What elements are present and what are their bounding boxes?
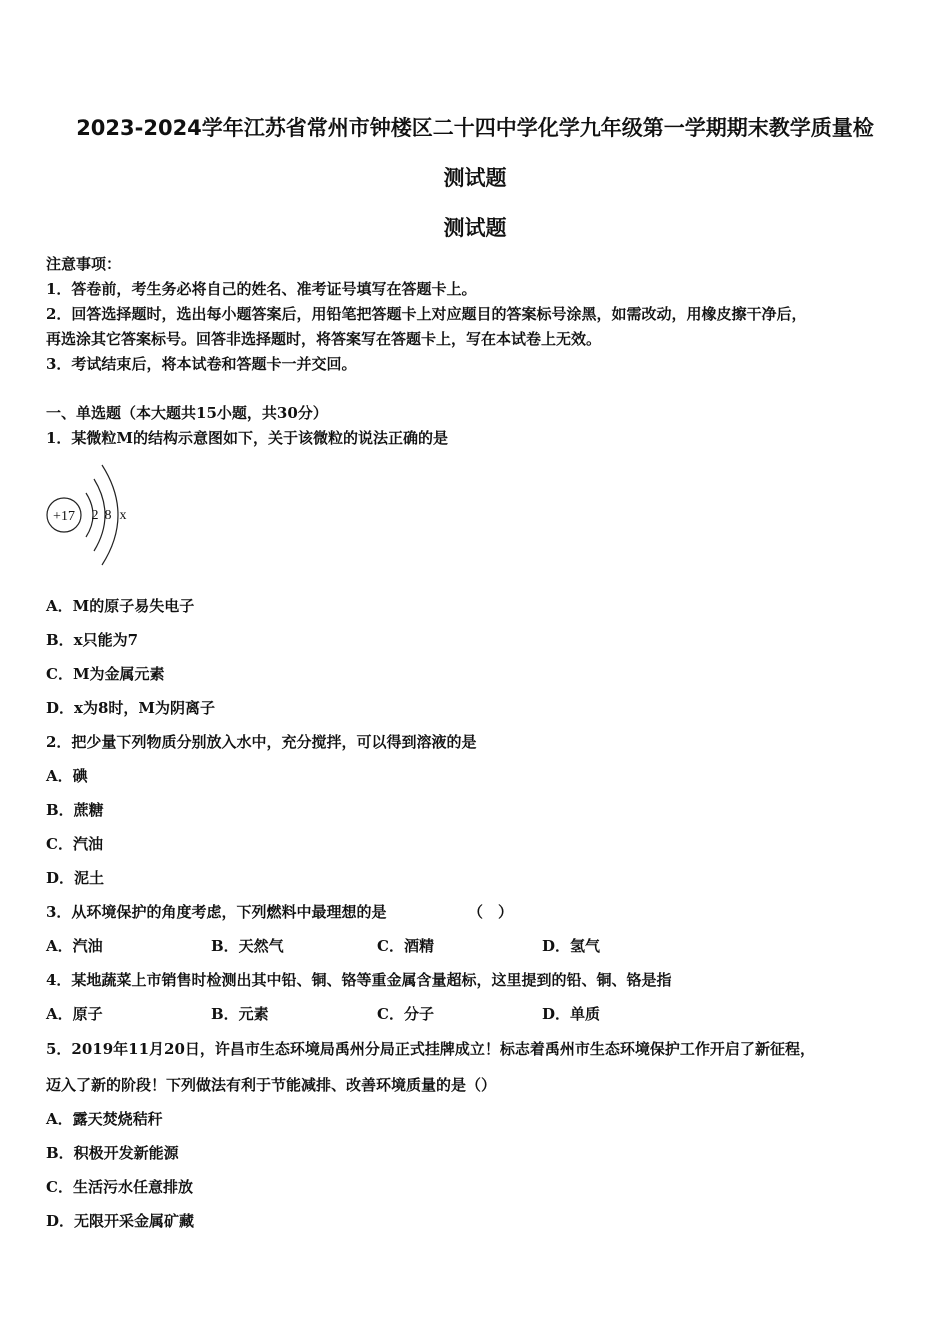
notice-item-1: 1．答卷前，考生务必将自己的姓名、准考证号填写在答题卡上。 xyxy=(46,280,477,298)
question-1-option-a: A．M的原子易失电子 xyxy=(46,597,195,615)
question-5-stem-line1: 5．2019年11月20日，许昌市生态环境局禹州分局正式挂牌成立！标志着禹州市生态环境保护工作开启了新征程， xyxy=(46,1040,815,1058)
question-4-option-a: A．原子 xyxy=(46,1005,103,1023)
question-2-option-b: B．蔗糖 xyxy=(46,801,104,819)
shell-electrons-1: 2 xyxy=(91,508,99,523)
shell-electrons-2: 8 xyxy=(104,508,112,523)
question-5-option-c: C．生活污水任意排放 xyxy=(46,1178,193,1196)
question-5-option-a: A．露天焚烧秸秆 xyxy=(46,1110,163,1128)
notice-item-3: 3．考试结束后，将本试卷和答题卡一并交回。 xyxy=(46,355,357,373)
question-3-option-d: D．氢气 xyxy=(542,937,601,955)
question-3-option-b: B．天然气 xyxy=(211,937,284,955)
question-5-option-d: D．无限开采金属矿藏 xyxy=(46,1212,195,1230)
shell-electrons-3: x xyxy=(119,508,127,523)
question-3-stem: 3．从环境保护的角度考虑，下列燃料中最理想的是 xyxy=(46,903,387,921)
question-2-option-d: D．泥土 xyxy=(46,869,105,887)
section-heading: 一、单选题（本大题共15小题，共30分） xyxy=(46,404,328,422)
notice-item-2-cont: 再选涂其它答案标号。回答非选择题时，将答案写在答题卡上，写在本试卷上无效。 xyxy=(46,330,602,348)
question-3-answer-paren: （ ） xyxy=(468,903,514,921)
question-1-option-d: D．x为8时，M为阴离子 xyxy=(46,699,215,717)
question-2-option-c: C．汽油 xyxy=(46,835,103,853)
question-4-option-d: D．单质 xyxy=(542,1005,601,1023)
question-4-option-b: B．元素 xyxy=(211,1005,269,1023)
exam-title-line3: 测试题 xyxy=(443,216,507,240)
question-4-stem: 4．某地蔬菜上市销售时检测出其中铅、铜、铬等重金属含量超标，这里提到的铅、铜、铬是指 xyxy=(46,971,672,989)
question-2-option-a: A．碘 xyxy=(46,767,88,785)
notice-item-2: 2．回答选择题时，选出每小题答案后，用铅笔把答题卡上对应题目的答案标号涂黑，如需改动，用橡皮擦干净后， xyxy=(46,305,807,323)
exam-title-line2: 测试题 xyxy=(443,166,507,190)
question-3-option-c: C．酒精 xyxy=(377,937,434,955)
notice-heading: 注意事项： xyxy=(46,255,122,273)
question-4-options xyxy=(46,1003,906,1023)
question-2-stem: 2．把少量下列物质分别放入水中，充分搅拌，可以得到溶液的是 xyxy=(46,733,477,751)
question-1-stem: 1．某微粒M的结构示意图如下，关于该微粒的说法正确的是 xyxy=(46,429,449,447)
question-5-option-b: B．积极开发新能源 xyxy=(46,1144,179,1162)
nucleus-charge: +17 xyxy=(53,509,75,524)
question-3-option-a: A．汽油 xyxy=(46,937,103,955)
atomic-structure-diagram xyxy=(40,455,150,570)
exam-title-line1: 2023-2024学年江苏省常州市钟楼区二十四中学化学九年级第一学期期末教学质量检 xyxy=(76,116,874,140)
question-5-stem-line2: 迈入了新的阶段！下列做法有利于节能减排、改善环境质量的是（） xyxy=(46,1076,497,1094)
question-4-option-c: C．分子 xyxy=(377,1005,434,1023)
question-1-option-b: B．x只能为7 xyxy=(46,631,139,649)
question-1-option-c: C．M为金属元素 xyxy=(46,665,165,683)
question-3-options xyxy=(46,935,906,955)
